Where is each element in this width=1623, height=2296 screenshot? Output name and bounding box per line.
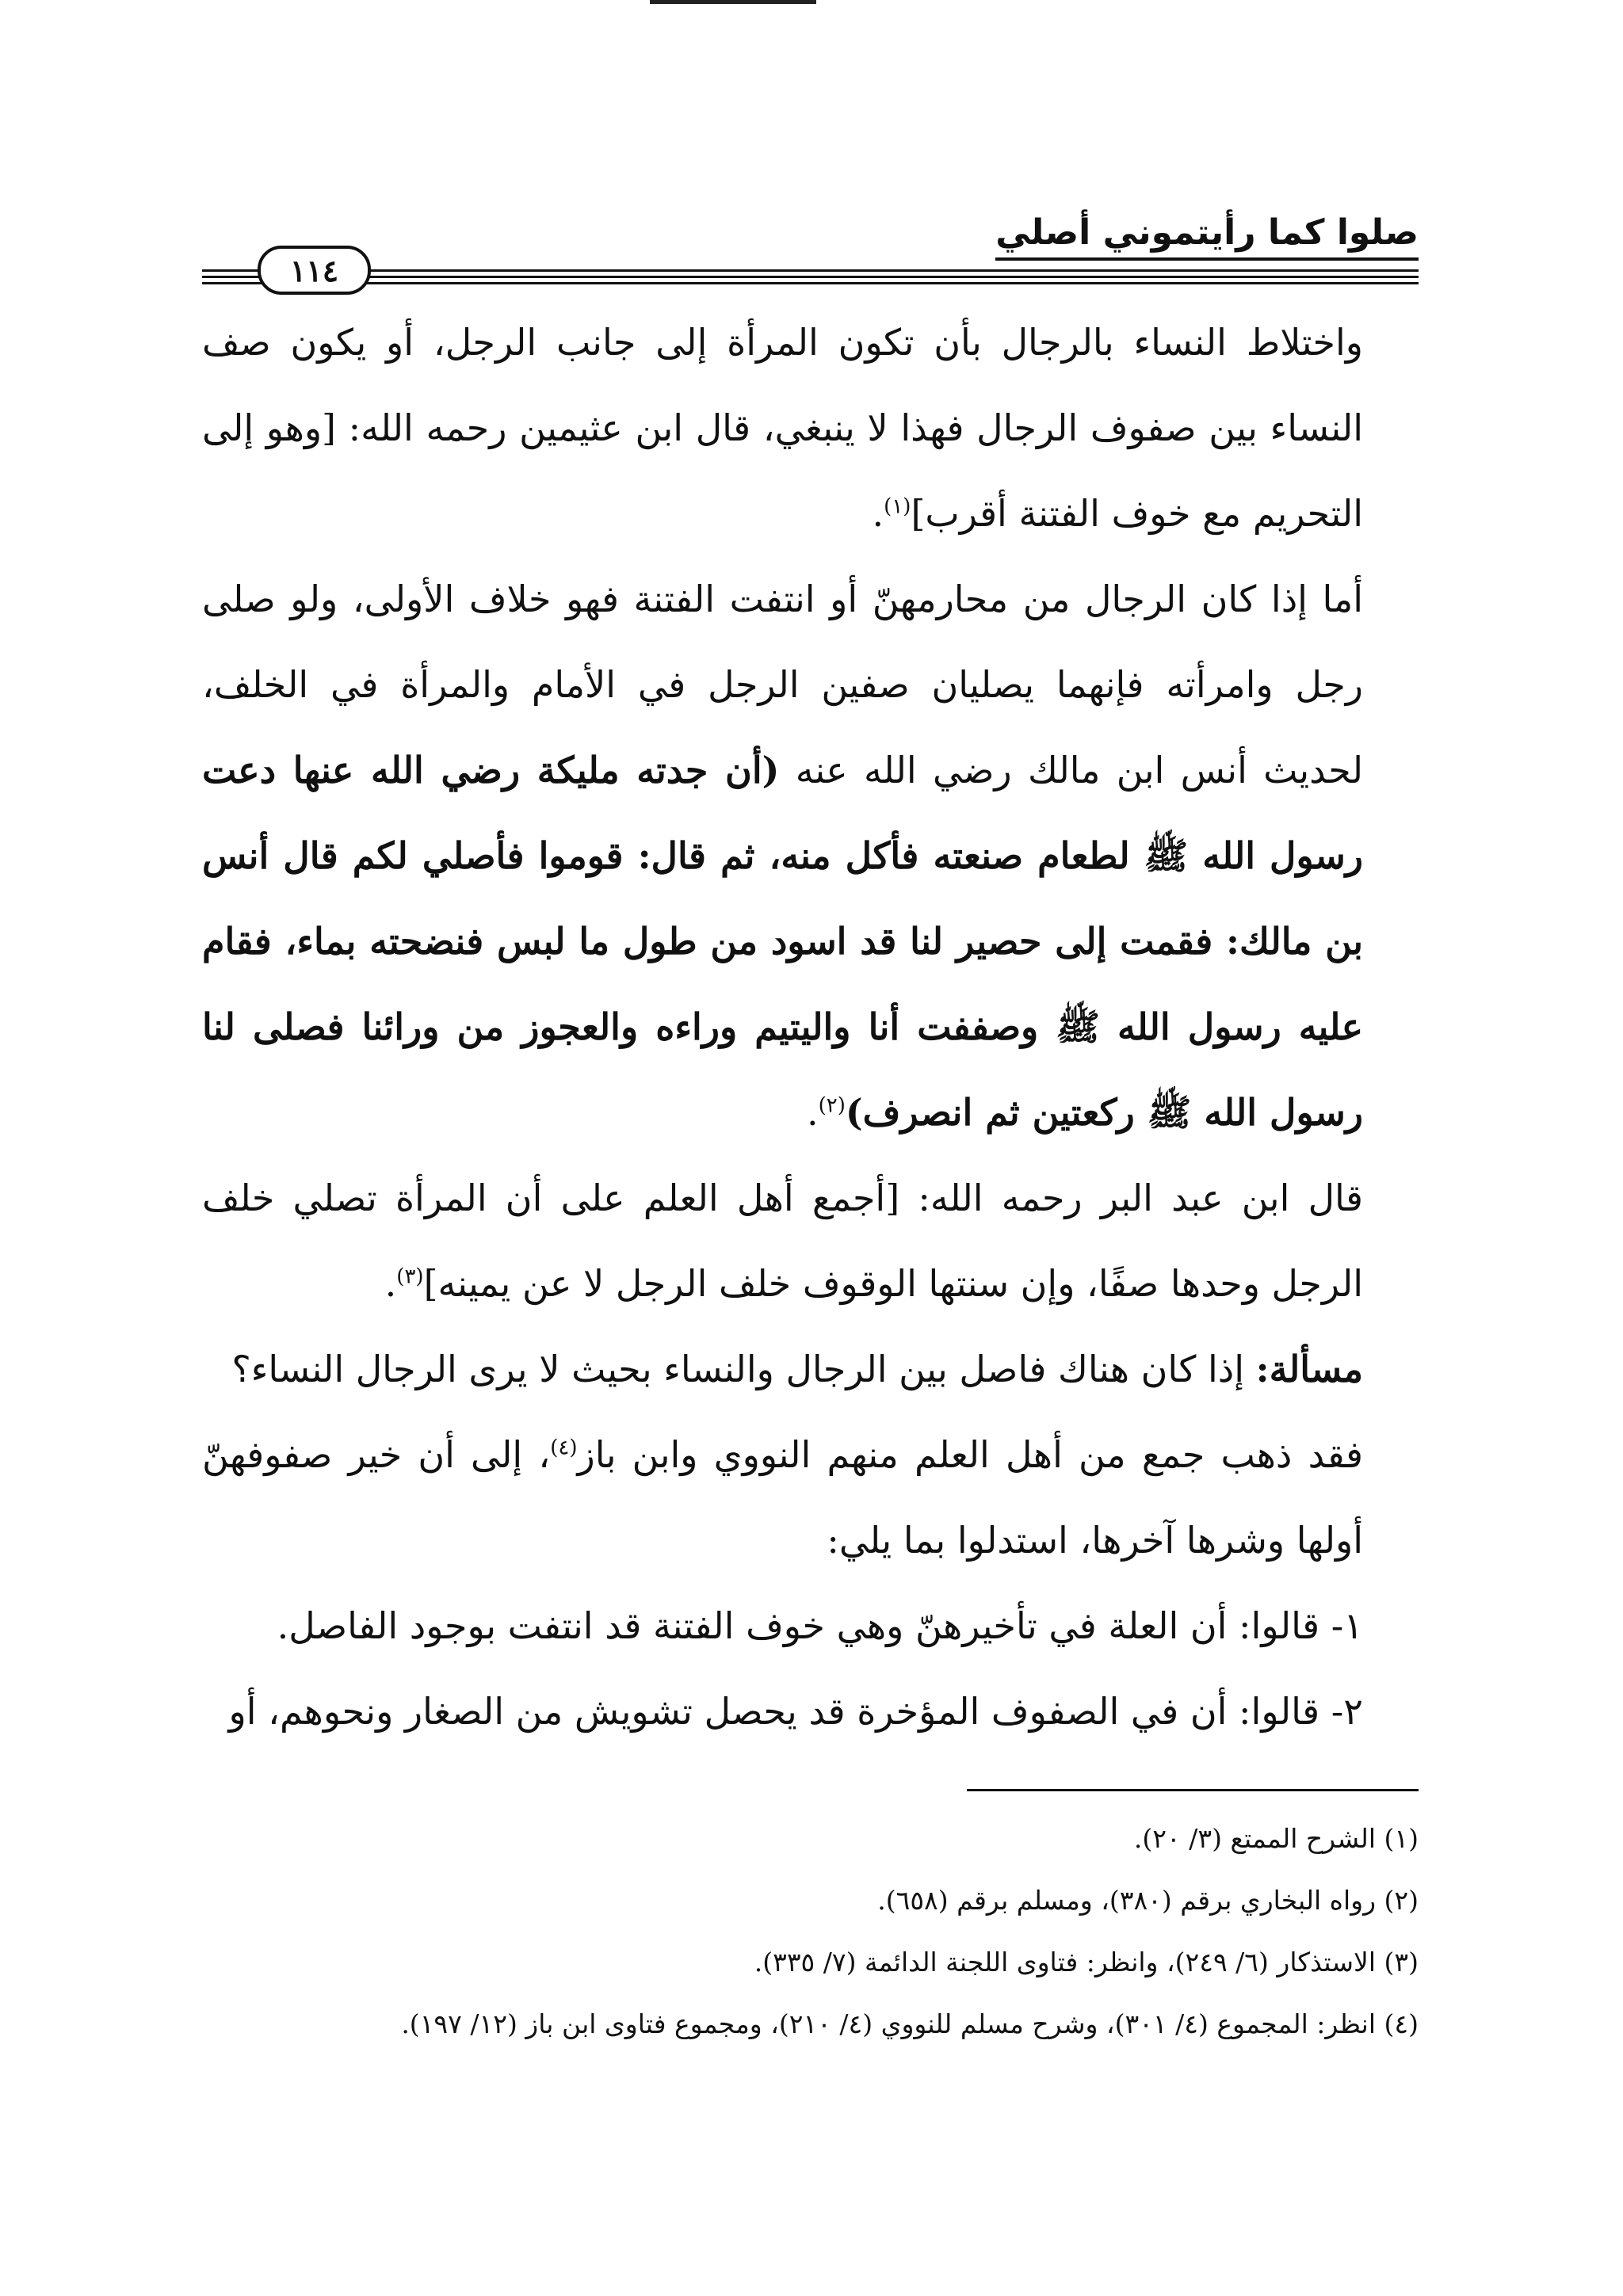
footnote-ref: (١) xyxy=(884,494,911,519)
footnotes xyxy=(202,1808,1419,2055)
paragraph: واختلاط النساء بالرجال بأن تكون المرأة إلى جانب الرجل، أو يكون صف النساء بين صفوف الرجال فهذا لا ينبغي، قال ابن عثيمين رحمه الله: [وهو إلى التحريم مع خوف الفتنة أقرب]$^{(١)}$. xyxy=(202,321,1363,535)
footnote: (٢) رواه البخاري برقم (٣٨٠)، ومسلم برقم (٦٥٨). xyxy=(877,1885,1419,1916)
page-number: ١١٤ xyxy=(258,246,371,295)
footnote-divider xyxy=(967,1789,1419,1791)
running-title: صلوا كما رأيتموني أصلي xyxy=(995,212,1419,261)
header-rule xyxy=(202,282,1419,284)
paragraph: قال ابن عبد البر رحمه الله: [أجمع أهل العلم على أن المرأة تصلي خلف الرجل وحدها صفًا، وإن سنتها الوقوف خلف الرجل لا عن يمينه]$^{(٣)}$. xyxy=(202,1177,1363,1305)
header-rule xyxy=(202,276,1419,278)
footnote: (٤) انظر: المجموع (٤/ ٣٠١)، وشرح مسلم للنووي (٤/ ٢١٠)، ومجموع فتاوى ابن باز (١٢/ ١٩٧). xyxy=(401,2008,1419,2039)
top-edge-mark xyxy=(650,0,816,4)
body-text xyxy=(202,299,1419,1754)
footnote-ref: (٤) xyxy=(550,1436,578,1460)
list-item: ١- قالوا: أن العلة في تأخيرهنّ وهي خوف الفتنة قد انتفت بوجود الفاصل. xyxy=(277,1604,1363,1647)
list-item: ٢- قالوا: أن في الصفوف المؤخرة قد يحصل تشويش من الصغار ونحوهم، أو xyxy=(228,1690,1363,1733)
paragraph: فقد ذهب جمع من أهل العلم منهم النووي وابن باز$^{(٤)}$، إلى أن خير صفوفهنّ أولها وشرها آخرها، استدلوا بما يلي: xyxy=(202,1433,1363,1562)
header-rule xyxy=(202,269,1419,272)
footnote-ref: (٣) xyxy=(396,1264,424,1289)
footnote: (١) الشرح الممتع (٣/ ٢٠). xyxy=(1133,1823,1419,1854)
paragraph: أما إذا كان الرجال من محارمهنّ أو انتفت الفتنة فهو خلاف الأولى، ولو صلى رجل وامرأته فإنهما يصليان صفين الرجل في الأمام والمرأة في الخلف، لحديث أنس ابن مالك رضي الله عنه (أن جدته مليكة رضي الله عنها دعت رسول الله ﷺ لطعام صنعته فأكل منه، ثم قال: قوموا فأصلي لكم قال أنس بن مالك: فقمت إلى حصير لنا قد اسود من طول ما لبس فنضحته بماء، فقام عليه رسول الله ﷺ وصففت أنا واليتيم وراءه والعجوز من ورائنا فصلى لنا رسول الله ﷺ ركعتين ثم انصرف)$^{(٢)}$. xyxy=(202,578,1364,1134)
issue-lead: مسألة: xyxy=(1255,1348,1363,1390)
page-header xyxy=(202,212,1419,299)
hadith-text: (أن جدته مليكة رضي الله عنها دعت رسول الله ﷺ لطعام صنعته فأكل منه، ثم قال: قوموا فأصلي لكم قال أنس بن مالك: فقمت إلى حصير لنا قد اسود من طول ما لبس فنضحته بماء، فقام عليه رسول الله ﷺ وصففت أنا واليتيم وراءه والعجوز من ورائنا فصلى لنا رسول الله ﷺ ركعتين ثم انصرف) xyxy=(202,749,1364,1134)
footnote-ref: (٢) xyxy=(818,1093,846,1118)
paragraph: مسألة: إذا كان هناك فاصل بين الرجال والنساء بحيث لا يرى الرجال النساء؟ xyxy=(231,1348,1363,1390)
footnote: (٣) الاستذكار (٦/ ٢٤٩)، وانظر: فتاوى اللجنة الدائمة (٧/ ٣٣٥). xyxy=(754,1947,1419,1978)
